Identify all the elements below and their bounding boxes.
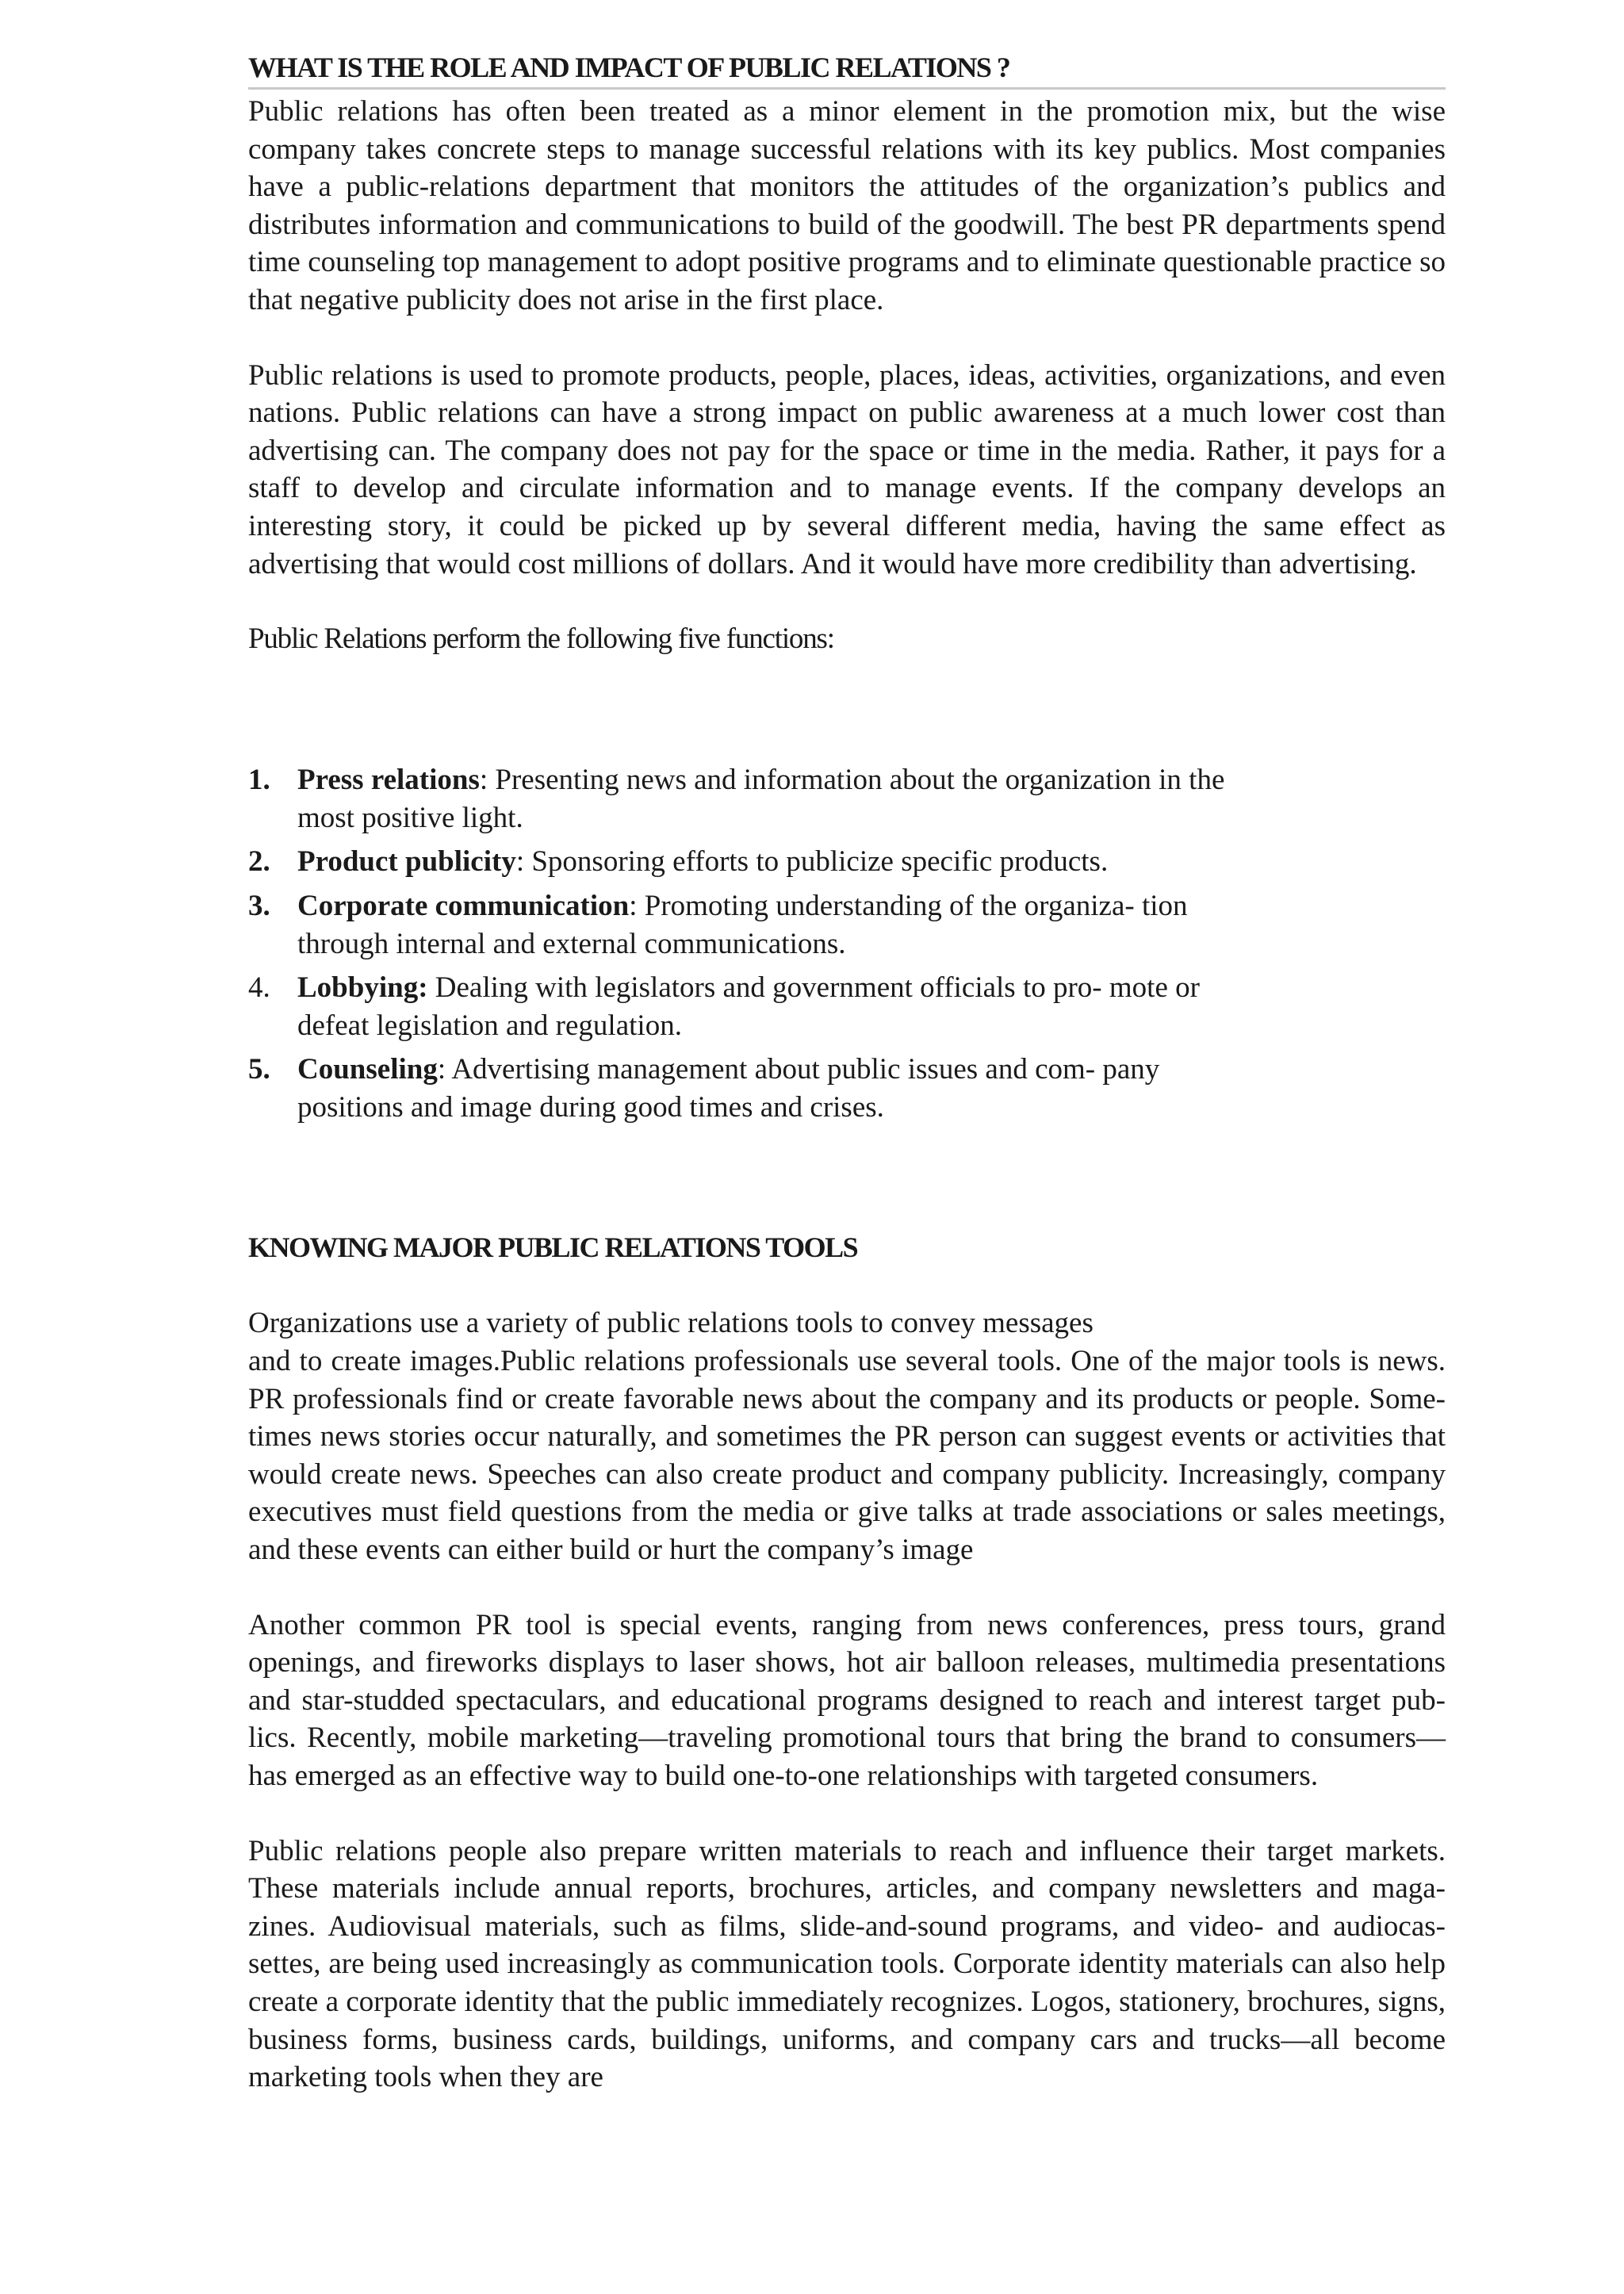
function-term: Lobbying: bbox=[297, 971, 428, 1005]
term-separator: : bbox=[479, 764, 488, 797]
functions-list bbox=[248, 761, 1446, 1126]
paragraph-gap bbox=[248, 1569, 1446, 1607]
term-separator: : bbox=[515, 845, 525, 879]
paragraph-gap bbox=[248, 1795, 1446, 1833]
function-description: Sponsoring efforts to publicize specific products. bbox=[524, 845, 1109, 879]
list-number: 4. bbox=[248, 971, 270, 1005]
functions-intro: Public Relations perform the following five functions: bbox=[248, 622, 834, 656]
document-page bbox=[248, 48, 1446, 2097]
paragraph-gap bbox=[248, 583, 1446, 620]
function-description: Dealing with legislators and government officials to pro- mote or defeat legislation and regulation. bbox=[297, 971, 1200, 1042]
list-item bbox=[248, 887, 1249, 963]
list-number: 1. bbox=[248, 764, 270, 797]
function-term: Press relations bbox=[297, 764, 480, 797]
list-item bbox=[248, 843, 1249, 881]
list-item bbox=[248, 761, 1249, 837]
blank-space bbox=[248, 1132, 1446, 1227]
list-item bbox=[248, 969, 1249, 1044]
term-separator: : bbox=[629, 889, 638, 922]
blank-space bbox=[248, 658, 1446, 761]
list-number: 3. bbox=[248, 889, 270, 922]
function-description: Promoting understanding of the organiza- tion through internal and external communications. bbox=[297, 889, 1188, 960]
paragraph: Public relations is used to promote products, people, places, ideas, activities, organizations, and even nations. Public relations can have a strong impact on public awareness at a much lower cost than advertising can. The company does not pay for the space or time in the media. Rather, it pays for a staff to develop and circulate information and to manage events. If the company develops an interesting story, it could be picked up by several different media, having the same effect as advertising that would cost millions of dollars. And it would have more credibility than advertising. bbox=[248, 358, 1446, 580]
section-heading-pr-tools: KNOWING MAJOR PUBLIC RELATIONS TOOLS bbox=[248, 1231, 858, 1264]
function-term: Corporate communication bbox=[297, 889, 630, 922]
list-item bbox=[248, 1051, 1249, 1126]
paragraph-first-line: Organizations use a variety of public relations tools to convey messages bbox=[248, 1307, 1094, 1340]
section-heading-role-impact: WHAT IS THE ROLE AND IMPACT OF PUBLIC RELATIONS ? bbox=[248, 48, 1446, 90]
term-separator: : bbox=[437, 1053, 446, 1086]
function-description: Advertising management about public issues and com- pany positions and image during good times and crises. bbox=[297, 1053, 1160, 1124]
function-term: Counseling bbox=[297, 1053, 438, 1086]
paragraph: Public relations people also prepare written materials to reach and influence their target markets. These materials include annual reports, brochures, articles, and company newsletters and maga- zines. Audiovisual materials, such as films, slide-and-sound programs, and video- and audiocas- settes, are being used increasingly as communication tools. Corporate identity materials can also help create a corporate identity that the public immediately recognizes. Logos, stationery, brochures, signs, business forms, business cards, buildings, uniforms, and company cars and trucks—all become marketing tools when they are bbox=[248, 1834, 1446, 2094]
paragraph: Another common PR tool is special events, ranging from news conferences, press tours, grand openings, and fireworks displays to laser shows, hot air balloon releases, multimedia presentations and star-studded spectaculars, and educational programs designed to reach and interest target pub- lics. Recently, mobile marketing—traveling promotional tours that bring the brand to consumers— has emerged as an effective way to build one-to-one relationships with targeted consumers. bbox=[248, 1608, 1446, 1792]
paragraph-gap bbox=[248, 320, 1446, 357]
paragraph-gap bbox=[248, 1267, 1446, 1304]
list-number: 2. bbox=[248, 845, 270, 879]
paragraph: and to create images.Public relations professionals use several tools. One of the major tools is news. PR professionals find or create favorable news about the company and its products or people. Some- times news stories occur naturally, and sometimes the PR person can suggest events or activities that would create news. Speeches can also create product and company publicity. Increasingly, company executives must field questions from the media or give talks at trade associations or sales meetings, and these events can either build or hurt the company’s image bbox=[248, 1345, 1446, 1567]
list-number: 5. bbox=[248, 1053, 270, 1086]
paragraph: Public relations has often been treated as a minor element in the promotion mix, but the wise company takes concrete steps to manage successful relations with its key publics. Most companies have a public-relations department that monitors the attitudes of the organization’s publics and distributes information and communications to build of the goodwill. The best PR departments spend time counseling top management to adopt positive programs and to eliminate questionable practice so that negative publicity does not arise in the first place. bbox=[248, 95, 1446, 316]
function-description: Presenting news and information about the organization in the most positive light. bbox=[297, 764, 1225, 834]
function-term: Product publicity bbox=[297, 845, 516, 879]
